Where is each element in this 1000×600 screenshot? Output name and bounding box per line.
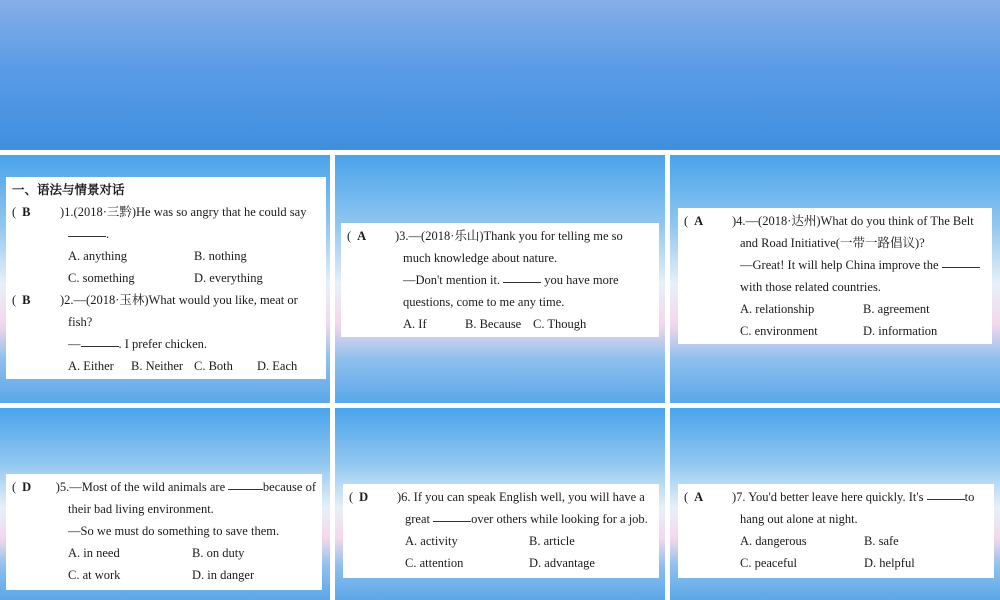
answer-blank xyxy=(228,476,263,490)
options-row xyxy=(12,355,320,377)
question-4-stem-cont xyxy=(684,254,986,276)
options-row xyxy=(349,552,653,574)
option: B. nothing xyxy=(194,249,247,263)
answer-bracket: ( D xyxy=(12,480,32,494)
answer-bracket: ( B xyxy=(12,205,31,219)
question-card xyxy=(343,484,659,578)
option: D. Each xyxy=(257,359,298,373)
option: C. peaceful xyxy=(740,556,797,570)
options-row xyxy=(12,267,320,289)
answer-letter: D xyxy=(359,490,369,504)
answer-blank xyxy=(503,269,541,283)
option: A. dangerous xyxy=(740,534,807,548)
stem-text: great xyxy=(405,512,430,526)
question-card xyxy=(678,208,992,344)
option: C. Though xyxy=(533,317,587,331)
stem-text: )2.—(2018·玉林)What would you like, meat or xyxy=(60,293,298,307)
option: A. If xyxy=(403,317,427,331)
option: B. on duty xyxy=(192,546,245,560)
answer-bracket: ( A xyxy=(347,229,367,243)
options-row xyxy=(684,552,988,574)
answer-bracket: ( A xyxy=(684,490,704,504)
stem-text: and Road Initiative(一带一路倡议)? xyxy=(740,236,925,250)
question-4-stem-cont xyxy=(684,232,986,254)
options-row xyxy=(684,298,986,320)
stem-text: )7. You'd better leave here quickly. It's xyxy=(732,490,924,504)
question-1-stem-cont xyxy=(12,223,320,245)
stem-text: hang out alone at night. xyxy=(740,512,858,526)
section-title: 一、语法与情景对话 xyxy=(12,182,125,197)
stem-text: because of xyxy=(262,480,316,494)
option: C. environment xyxy=(740,324,818,338)
option: C. something xyxy=(68,271,135,285)
answer-blank xyxy=(942,254,980,268)
options-row xyxy=(684,320,986,342)
stem-text: fish? xyxy=(68,315,93,329)
panel-q1-q2 xyxy=(0,155,330,403)
answer-letter: A xyxy=(694,490,704,504)
question-3-stem xyxy=(347,225,653,247)
answer-blank xyxy=(927,486,965,500)
option: A. anything xyxy=(68,249,128,263)
stem-text: . xyxy=(106,227,110,241)
answer-bracket: ( A xyxy=(684,214,704,228)
stem-text: with those related countries. xyxy=(740,280,881,294)
question-5-stem-cont xyxy=(12,498,316,520)
question-7-stem xyxy=(684,486,988,508)
option: B. agreement xyxy=(863,302,930,316)
option: D. information xyxy=(863,324,938,338)
section-title-row xyxy=(12,179,320,201)
answer-letter: A xyxy=(694,214,704,228)
question-6-stem xyxy=(349,486,653,508)
option: D. everything xyxy=(194,271,263,285)
answer-letter: B xyxy=(22,293,31,307)
option: A. Either xyxy=(68,359,114,373)
question-5-stem-cont xyxy=(12,520,316,542)
answer-bracket: ( B xyxy=(12,293,31,307)
option: C. Both xyxy=(194,359,233,373)
question-card xyxy=(341,223,659,337)
stem-text: —So we must do something to save them. xyxy=(68,524,280,538)
stem-text: much knowledge about nature. xyxy=(403,251,558,265)
stem-text: you have more xyxy=(544,273,619,287)
stem-text: )3.—(2018·乐山)Thank you for telling me so xyxy=(395,229,623,243)
answer-letter: D xyxy=(22,480,32,494)
panel-q3 xyxy=(335,155,665,403)
top-banner xyxy=(0,0,1000,150)
option: C. attention xyxy=(405,556,464,570)
answer-letter: B xyxy=(22,205,31,219)
question-6-stem-cont xyxy=(349,508,653,530)
stem-text: to xyxy=(964,490,975,504)
stem-text: over others while looking for a job. xyxy=(471,512,648,526)
question-3-stem-cont xyxy=(347,269,653,291)
options-row xyxy=(12,542,316,564)
question-2-stem-cont: — . I prefer chicken. xyxy=(12,333,320,355)
question-4-stem xyxy=(684,210,986,232)
option: B. safe xyxy=(864,534,899,548)
question-card xyxy=(6,474,322,590)
question-card xyxy=(6,177,326,379)
option: D. in danger xyxy=(192,568,255,582)
options-row xyxy=(12,564,316,586)
stem-text: their bad living environment. xyxy=(68,502,214,516)
option: B. article xyxy=(529,534,575,548)
question-3-stem-cont xyxy=(347,291,653,313)
option: D. advantage xyxy=(529,556,595,570)
panel-q7 xyxy=(670,408,1000,600)
option: C. at work xyxy=(68,568,121,582)
stem-text: —Great! It will help China improve the xyxy=(740,258,939,272)
option: A. relationship xyxy=(740,302,815,316)
question-7-stem-cont xyxy=(684,508,988,530)
answer-bracket: ( D xyxy=(349,490,369,504)
answer-blank xyxy=(81,333,119,347)
answer-blank xyxy=(68,223,106,237)
panel-q5 xyxy=(0,408,330,600)
question-2-stem xyxy=(12,289,320,311)
options-row xyxy=(684,530,988,552)
question-card xyxy=(678,484,994,578)
options-row xyxy=(349,530,653,552)
stem-text: —Don't mention it. xyxy=(403,273,501,287)
panel-q6 xyxy=(335,408,665,600)
question-2-stem-cont xyxy=(12,311,320,333)
question-4-stem-cont xyxy=(684,276,986,298)
question-5-stem xyxy=(12,476,316,498)
options-row xyxy=(12,245,320,267)
option: D. helpful xyxy=(864,556,915,570)
option: A. in need xyxy=(68,546,120,560)
question-3-stem-cont xyxy=(347,247,653,269)
answer-letter: A xyxy=(357,229,367,243)
panel-q4 xyxy=(670,155,1000,403)
option: B. Neither xyxy=(131,359,184,373)
stem-text: )4.—(2018·达州)What do you think of The Belt xyxy=(732,214,974,228)
option: B. Because xyxy=(465,317,522,331)
question-1-stem xyxy=(12,201,320,223)
stem-text: questions, come to me any time. xyxy=(403,295,565,309)
option: A. activity xyxy=(405,534,458,548)
stem-text: )1.(2018·三黔)He was so angry that he could say xyxy=(60,205,307,219)
stem-text: . I prefer chicken. xyxy=(118,337,207,351)
options-row xyxy=(347,313,653,335)
stem-text: )5.—Most of the wild animals are xyxy=(55,480,226,494)
stem-text: )6. If you can speak English well, you will have a xyxy=(397,490,645,504)
answer-blank xyxy=(433,508,471,522)
